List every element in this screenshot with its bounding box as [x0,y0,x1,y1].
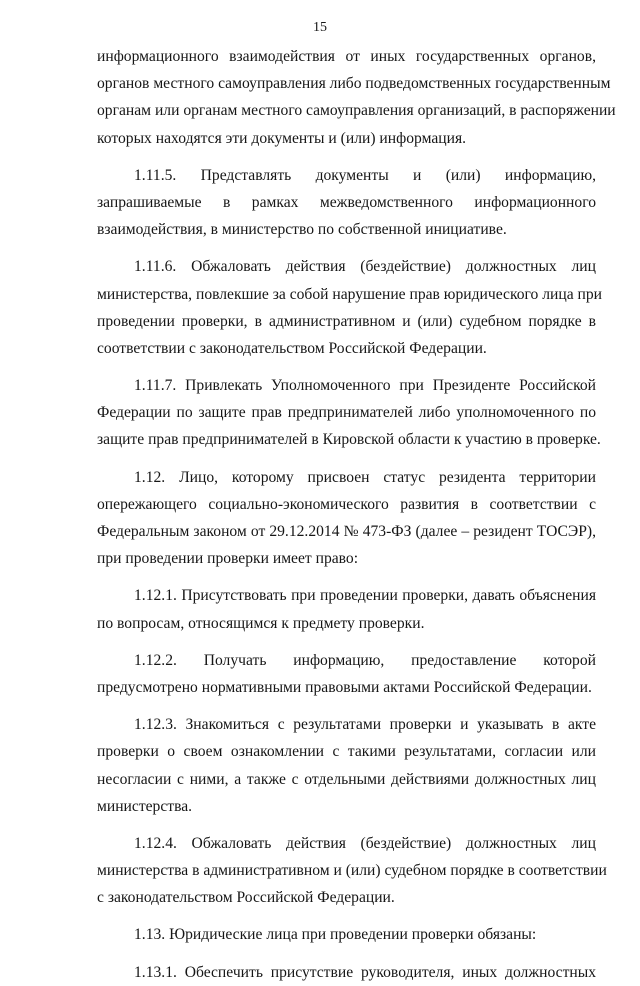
paragraph-gap [97,911,596,921]
text-line: опережающего социально-экономического развития в соответствии с [97,495,596,513]
document-body [97,43,616,986]
paragraph [97,464,596,573]
text-line: министерства в административном и (или) судебном порядке в соответствии [97,862,607,880]
text-line: информационного взаимодействия от иных государственных органов, [97,48,596,65]
page-number: 15 [313,20,327,35]
text-line: которых находятся эти документы и (или) информация. [97,129,467,147]
paragraph-gap [97,454,596,464]
text-line: 1.12.4. Обжаловать действия (бездействие) должностных лиц [134,834,596,852]
paragraph [97,959,596,986]
paragraph-gap [97,572,596,582]
text-line: проведении проверки, в административном и (или) судебном порядке в [97,312,596,330]
text-line: министерства, повлекшие за собой нарушение прав юридического лица при [97,285,603,303]
paragraph-gap [97,243,596,253]
paragraph-gap [97,701,596,711]
text-line: соответствии с законодательством Российской Федерации. [97,339,487,357]
text-line: предусмотрено нормативными правовыми актами Российской Федерации. [97,678,592,696]
paragraph [97,830,607,912]
text-line: взаимодействия, в министерство по собственной инициативе. [97,221,507,239]
paragraph-gap [97,362,596,372]
text-line: несогласии с ними, а также с отдельными действиями должностных лиц [97,770,596,788]
paragraph [97,253,603,362]
text-line: органам или органам местного самоуправления организаций, в распоряжении [97,102,616,120]
text-line: Федеральным законом от 29.12.2014 № 473-ФЗ (далее – резидент ТОСЭР), [97,523,596,540]
paragraph-gap [97,949,596,959]
paragraph [97,162,596,244]
paragraph [97,372,601,454]
text-line: 1.12. Лицо, которому присвоен статус резидента территории [134,468,596,486]
text-line: 1.11.5. Представлять документы и (или) информацию, [134,166,596,184]
text-line: 1.13.1. Обеспечить присутствие руководителя, иных должностных [134,963,596,981]
paragraph-gap [97,152,596,162]
text-line: 1.11.6. Обжаловать действия (бездействие) должностных лиц [134,258,596,276]
paragraph [97,647,596,701]
text-line: запрашиваемые в рамках межведомственного информационного [97,193,596,211]
text-line: 1.13. Юридические лица при проведении проверки обязаны: [134,926,537,944]
text-line: 1.12.2. Получать информацию, предоставление которой [134,651,596,669]
paragraph [97,921,596,948]
text-line: с законодательством Российской Федерации. [97,889,395,907]
text-line: при проведении проверки имеет право: [97,550,359,568]
text-line: Федерации по защите прав предпринимателей либо уполномоченного по [97,404,596,422]
paragraph-gap [97,637,596,647]
paragraph-gap [97,820,596,830]
text-line: 1.12.1. Присутствовать при проведении проверки, давать объяснения [134,587,596,605]
text-line: министерства. [97,797,193,815]
paragraph [97,43,616,152]
text-line: 1.11.7. Привлекать Уполномоченного при Президенте Российской [134,377,596,395]
paragraph [97,582,596,636]
text-line: проверки о своем ознакомлении с такими результатами, согласии или [97,743,596,761]
paragraph [97,711,596,820]
text-line: 1.12.3. Знакомиться с результатами проверки и указывать в акте [134,716,596,734]
text-line: органов местного самоуправления либо подведомственных государственным [97,75,611,93]
text-line: по вопросам, относящимся к предмету проверки. [97,614,425,632]
text-line: защите прав предпринимателей в Кировской области к участию в проверке. [97,431,601,449]
